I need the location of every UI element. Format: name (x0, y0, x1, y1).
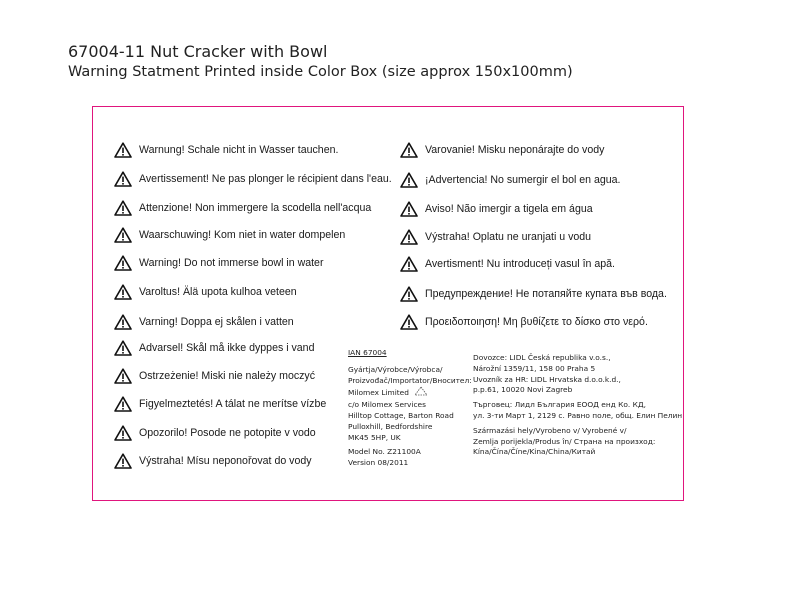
warning-triangle-icon (114, 200, 139, 216)
warning-triangle-icon (114, 314, 139, 330)
recycle-triangle-icon (414, 386, 428, 400)
warning-item (400, 229, 591, 245)
warning-item (114, 453, 312, 469)
warning-text: Figyelmeztetés! A tálat ne merítse vízbe (139, 398, 327, 410)
warning-item (400, 201, 593, 217)
warning-text: Advarsel! Skål må ikke dyppes i vand (139, 342, 315, 354)
warning-text: Výstraha! Mísu neponořovat do vody (139, 455, 312, 467)
warning-triangle-icon (400, 201, 425, 217)
warning-item (114, 171, 392, 187)
warning-triangle-icon (114, 340, 139, 356)
distributor-line: p.p.61, 10020 Novi Zagreb (473, 385, 573, 395)
version: Version 08/2011 (348, 458, 409, 468)
warning-triangle-icon (400, 256, 425, 272)
warning-text: Varning! Doppa ej skålen i vatten (139, 316, 294, 328)
warning-text: Opozorilo! Posode ne potopite v vodo (139, 427, 316, 439)
warning-item (114, 227, 345, 243)
manufacturer-line: Gyártja/Výrobce/Výrobca/ (348, 364, 443, 374)
warning-triangle-icon (400, 172, 425, 188)
warning-text: Attenzione! Non immergere la scodella nell'acqua (139, 202, 372, 214)
warning-triangle-icon (114, 142, 139, 158)
page-title: 67004-11 Nut Cracker with Bowl (68, 42, 328, 61)
warning-item (400, 286, 667, 302)
warning-item (400, 256, 615, 272)
warning-triangle-icon (400, 286, 425, 302)
warning-item (114, 200, 371, 216)
distributor-line: Dovozce: LIDL Česká republika v.o.s., (473, 353, 611, 362)
distributor-line: Търговец: Лидл България ЕООД енд Ко. КД, (473, 400, 646, 410)
warning-triangle-icon (114, 284, 139, 300)
warning-text: Ostrzeżenie! Miski nie należy moczyć (139, 370, 316, 382)
warning-triangle-icon (114, 396, 139, 412)
warning-text: ¡Advertencia! No sumergir el bol en agua. (425, 174, 621, 186)
warning-item (114, 396, 326, 412)
warning-triangle-icon (400, 142, 425, 158)
warning-item (114, 340, 314, 356)
warning-text: Предупреждение! Не потапяйте купата във вода. (425, 288, 667, 300)
distributor-line: Kína/Čína/Číne/Kina/China/Китай (473, 447, 596, 457)
warning-text: Avertisment! Nu introduceți vasul în apă. (425, 258, 615, 270)
manufacturer-line: Hilltop Cottage, Barton Road (348, 410, 454, 420)
warning-item (400, 142, 604, 158)
warning-triangle-icon (114, 255, 139, 271)
warning-triangle-icon (400, 314, 425, 330)
warning-item (114, 142, 338, 158)
warning-text: Výstraha! Oplatu ne uranjati u vodu (425, 231, 592, 243)
distributor-line: Uvozník za HR: LIDL Hrvatska d.o.o.k.d., (473, 374, 621, 384)
warning-text: Varoltus! Älä upota kulhoa veteen (139, 286, 297, 298)
distributor-info (473, 353, 682, 458)
distributor-line: ул. 3-ти Март 1, 2129 с. Равно поле, общ. Елин Пелин (473, 410, 683, 420)
warning-text: Warnung! Schale nicht in Wasser tauchen. (139, 144, 339, 156)
warning-item (114, 368, 315, 384)
warning-text: Warning! Do not immerse bowl in water (139, 257, 324, 269)
warning-text: Varovanie! Misku neponárajte do vody (425, 144, 605, 156)
ian-number: IAN 67004 (348, 348, 387, 357)
distributor-line: Zemlja porijekla/Produs în/ Страна на произход: (473, 436, 656, 446)
warning-triangle-icon (114, 425, 139, 441)
warning-item (114, 314, 294, 330)
page-subtitle: Warning Statment Printed inside Color Box (size approx 150x100mm) (68, 64, 573, 80)
warning-text: Waarschuwing! Kom niet in water dompelen (139, 229, 346, 241)
warning-triangle-icon (114, 453, 139, 469)
distributor-line: Nárožní 1359/11, 158 00 Praha 5 (473, 363, 596, 373)
model-number: Model No. Z21100A (348, 447, 421, 457)
manufacturer-line: Proizvođač/Importator/Вносител: (348, 375, 472, 385)
warning-triangle-icon (114, 171, 139, 187)
warning-triangle-icon (114, 368, 139, 384)
manufacturer-info (348, 348, 472, 469)
manufacturer-line: c/o Milomex Services (348, 400, 426, 410)
warning-triangle-icon (400, 229, 425, 245)
warning-text: Avertissement! Ne pas plonger le récipient dans l'eau. (139, 173, 392, 185)
warning-text: Προειδοποιηση! Μη βυθίζετε το δίσκο στο νερό. (425, 316, 648, 328)
warning-text: Aviso! Não imergir a tigela em água (425, 203, 593, 215)
warning-triangle-icon (114, 227, 139, 243)
manufacturer-line: Milomex Limited (348, 386, 472, 400)
manufacturer-line: MK45 5HP, UK (348, 432, 401, 442)
warning-item (114, 284, 297, 300)
warning-item (114, 425, 316, 441)
distributor-line: Származási hely/Vyrobeno v/ Vyrobené v/ (473, 425, 627, 435)
warning-item (114, 255, 323, 271)
warning-item (400, 314, 648, 330)
manufacturer-line: Pulloxhill, Bedfordshire (348, 421, 433, 431)
warning-item (400, 172, 621, 188)
